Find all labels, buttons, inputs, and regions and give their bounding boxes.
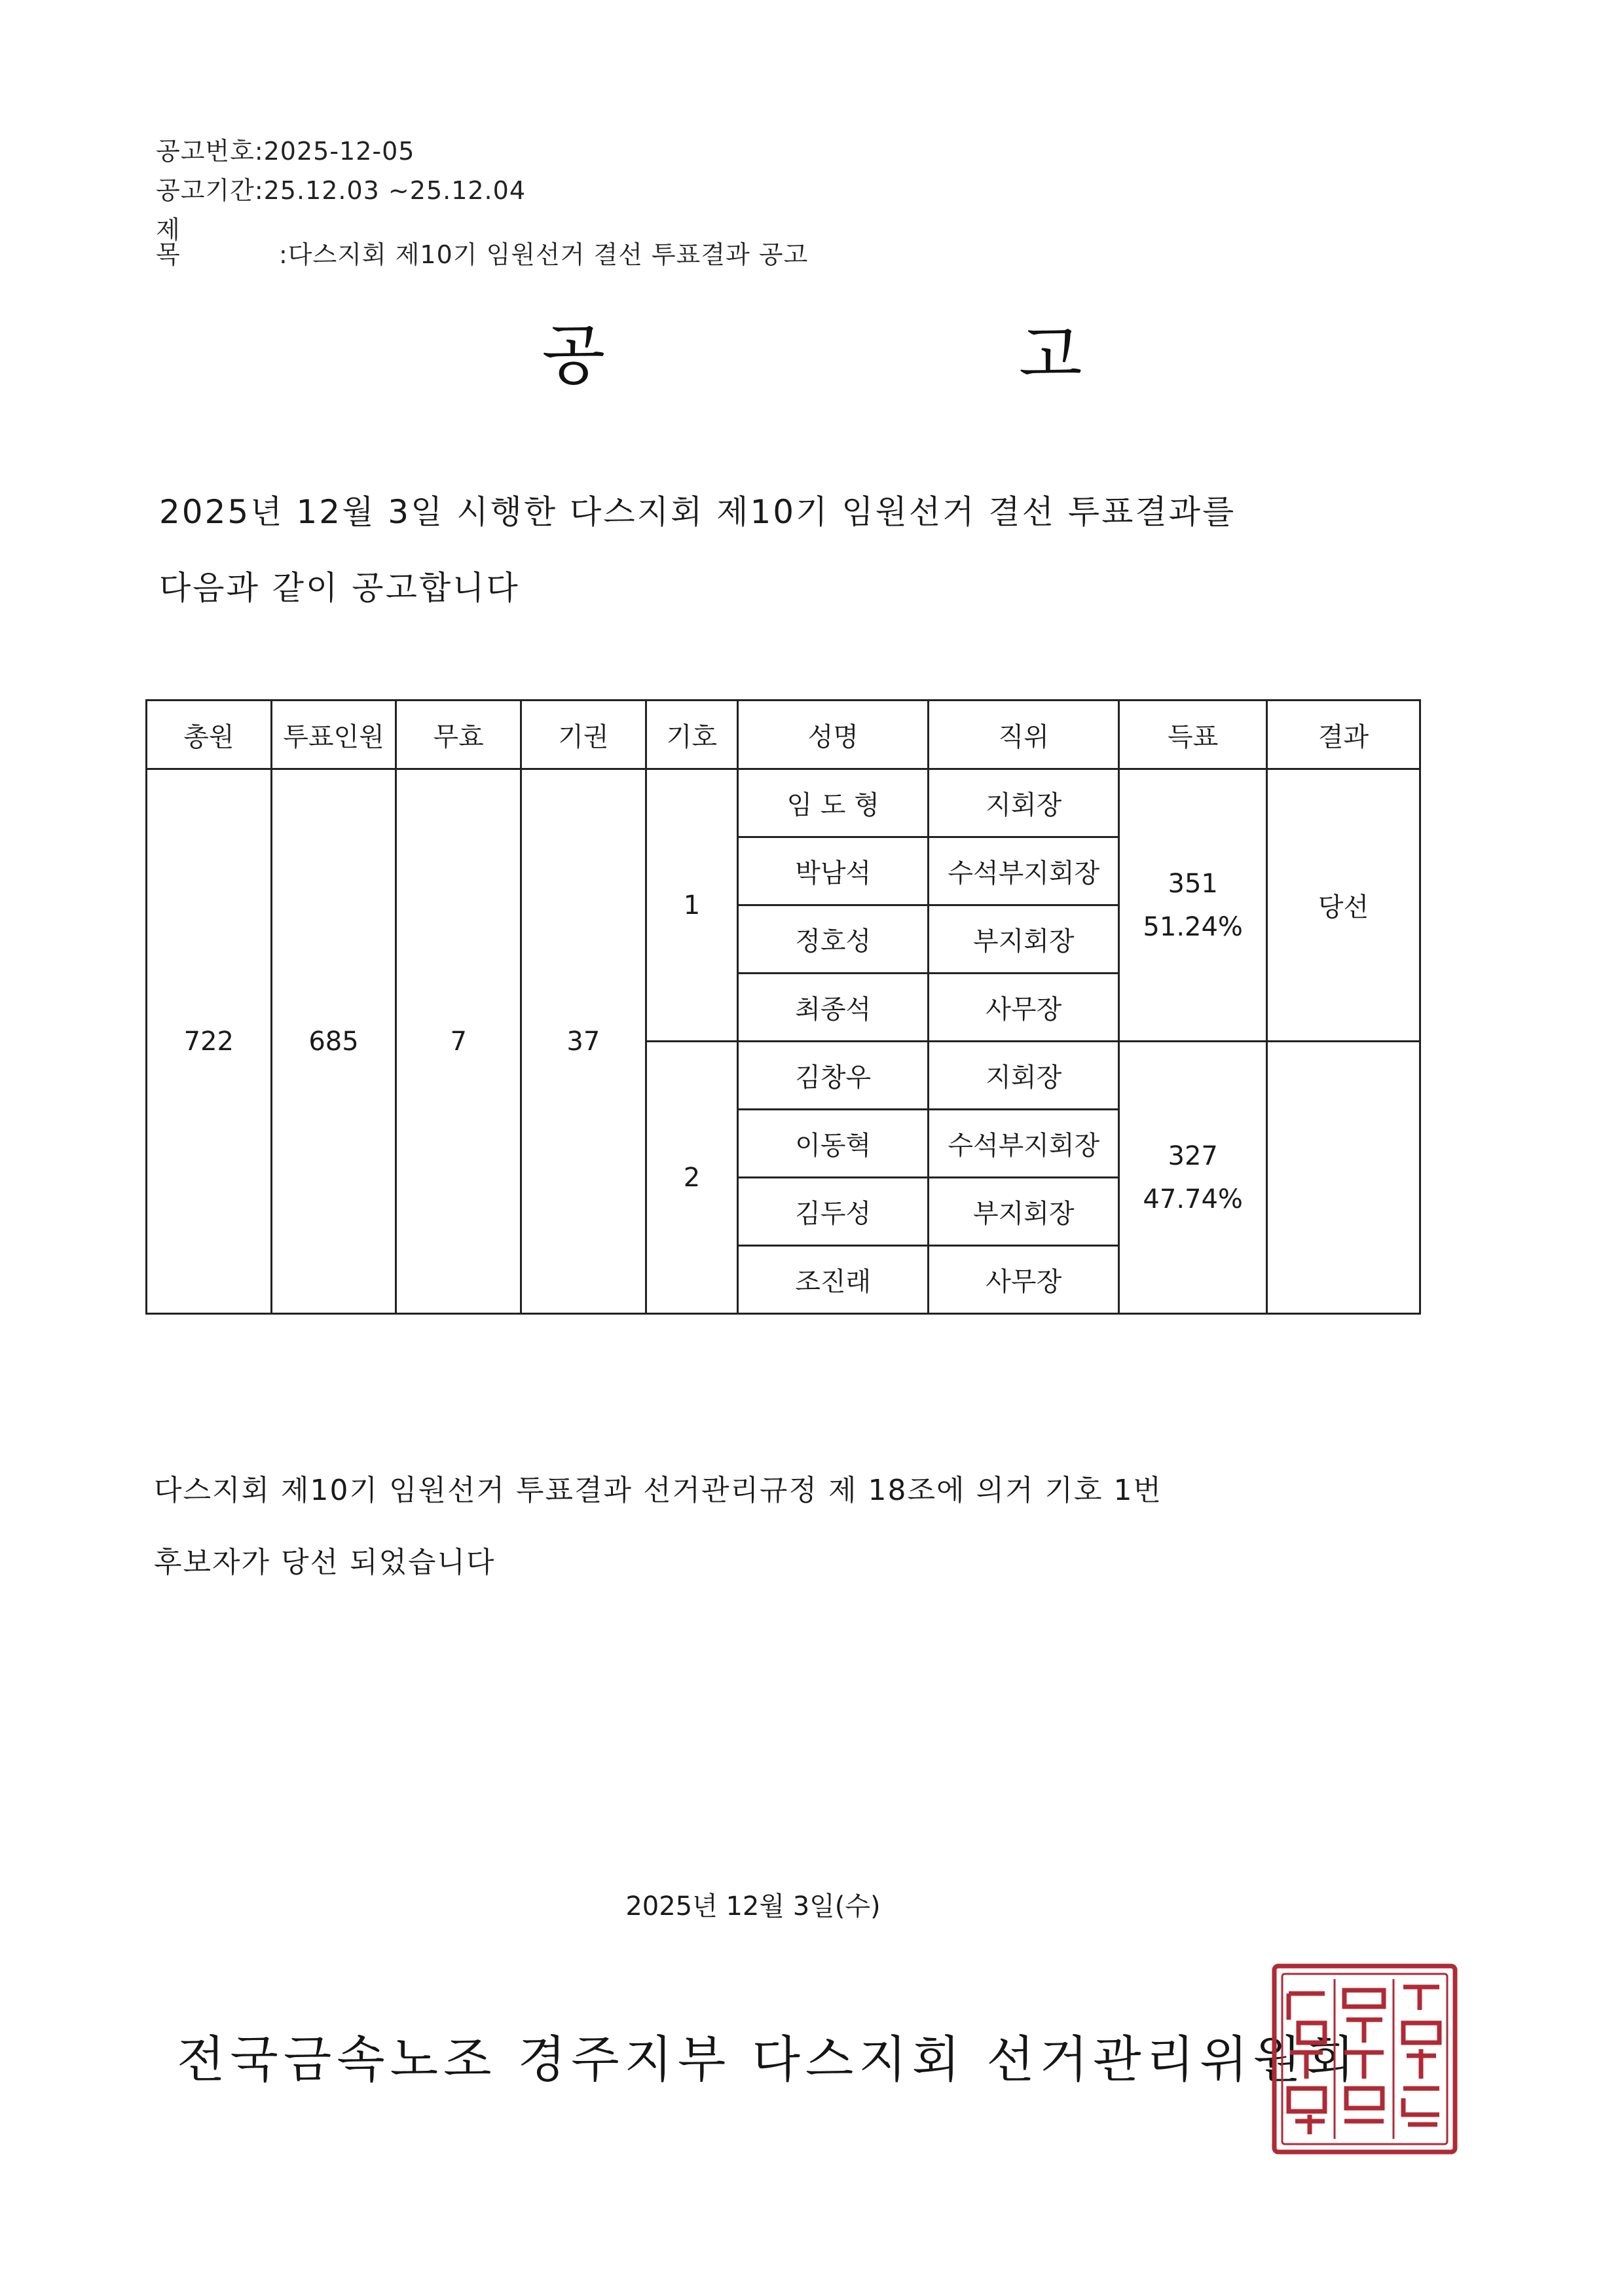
cell-member-name: 정호성: [738, 905, 929, 974]
conclusion-line-1: 다스지회 제10기 임원선거 투표결과 선거관리규정 제 18조에 의거 기호 1번: [154, 1474, 1162, 1507]
cell-member-name: 최종석: [738, 974, 929, 1042]
cell-result: 당선: [1267, 769, 1420, 1042]
official-seal-stamp: [1269, 1961, 1460, 2157]
cell-total: 722: [147, 769, 272, 1314]
results-table: [145, 699, 1421, 1315]
subject-label: 제 목: [156, 215, 206, 269]
notice-period: 공고기간:25.12.03 ~25.12.04: [156, 176, 526, 205]
notice-number: 공고번호:2025-12-05: [156, 137, 415, 166]
cell-member-name: 김두성: [738, 1178, 929, 1246]
cell-abstain: 37: [521, 769, 646, 1314]
cell-member-position: 지회장: [929, 769, 1119, 837]
notice-date: 2025년 12월 3일(수): [625, 1891, 881, 1922]
issuer-name: 전국금속노조 경주지부 다스지회 선거관리위원회: [177, 2030, 1360, 2088]
intro-line-1: 2025년 12월 3일 시행한 다스지회 제10기 임원선거 결선 투표결과를: [159, 493, 1236, 531]
cell-member-position: 수석부지회장: [929, 837, 1119, 905]
cell-member-name: 이동혁: [738, 1110, 929, 1178]
cell-member-name: 임 도 형: [738, 769, 929, 837]
header-invalid: 무효: [396, 701, 521, 769]
cell-voters: 685: [271, 769, 396, 1314]
cell-member-position: 부지회장: [929, 905, 1119, 974]
page-title: 공 고: [542, 317, 1279, 393]
notice-subject: [156, 217, 808, 267]
cell-candidate-number: 1: [646, 769, 738, 1042]
header-name: 성명: [738, 701, 929, 769]
cell-member-position: 부지회장: [929, 1178, 1119, 1246]
header-voters: 투표인원: [271, 701, 396, 769]
cell-invalid: 7: [396, 769, 521, 1314]
vote-percent: 51.24%: [1143, 911, 1243, 942]
header-result: 결과: [1267, 701, 1420, 769]
intro-line-2: 다음과 같이 공고합니다: [159, 569, 520, 607]
table-header-row: [147, 701, 1420, 769]
header-votes: 득표: [1119, 701, 1267, 769]
cell-member-position: 수석부지회장: [929, 1110, 1119, 1178]
cell-candidate-number: 2: [646, 1042, 738, 1314]
conclusion-line-2: 후보자가 당선 되었습니다: [154, 1546, 496, 1579]
header-total: 총원: [147, 701, 272, 769]
cell-result: [1267, 1042, 1420, 1314]
cell-member-name: 김창우: [738, 1042, 929, 1110]
table-row: [147, 769, 1420, 837]
vote-percent: 47.74%: [1143, 1184, 1243, 1214]
header-number: 기호: [646, 701, 738, 769]
cell-member-name: 박남석: [738, 837, 929, 905]
cell-member-position: 사무장: [929, 1246, 1119, 1314]
cell-member-name: 조진래: [738, 1246, 929, 1314]
header-abstain: 기권: [521, 701, 646, 769]
vote-count: 351: [1168, 868, 1218, 899]
cell-member-position: 사무장: [929, 974, 1119, 1042]
subject-text: :다스지회 제10기 임원선거 결선 투표결과 공고: [279, 240, 809, 269]
cell-member-position: 지회장: [929, 1042, 1119, 1110]
cell-votes: [1119, 769, 1267, 1042]
cell-votes: [1119, 1042, 1267, 1314]
vote-count: 327: [1168, 1140, 1218, 1171]
header-position: 직위: [929, 701, 1119, 769]
